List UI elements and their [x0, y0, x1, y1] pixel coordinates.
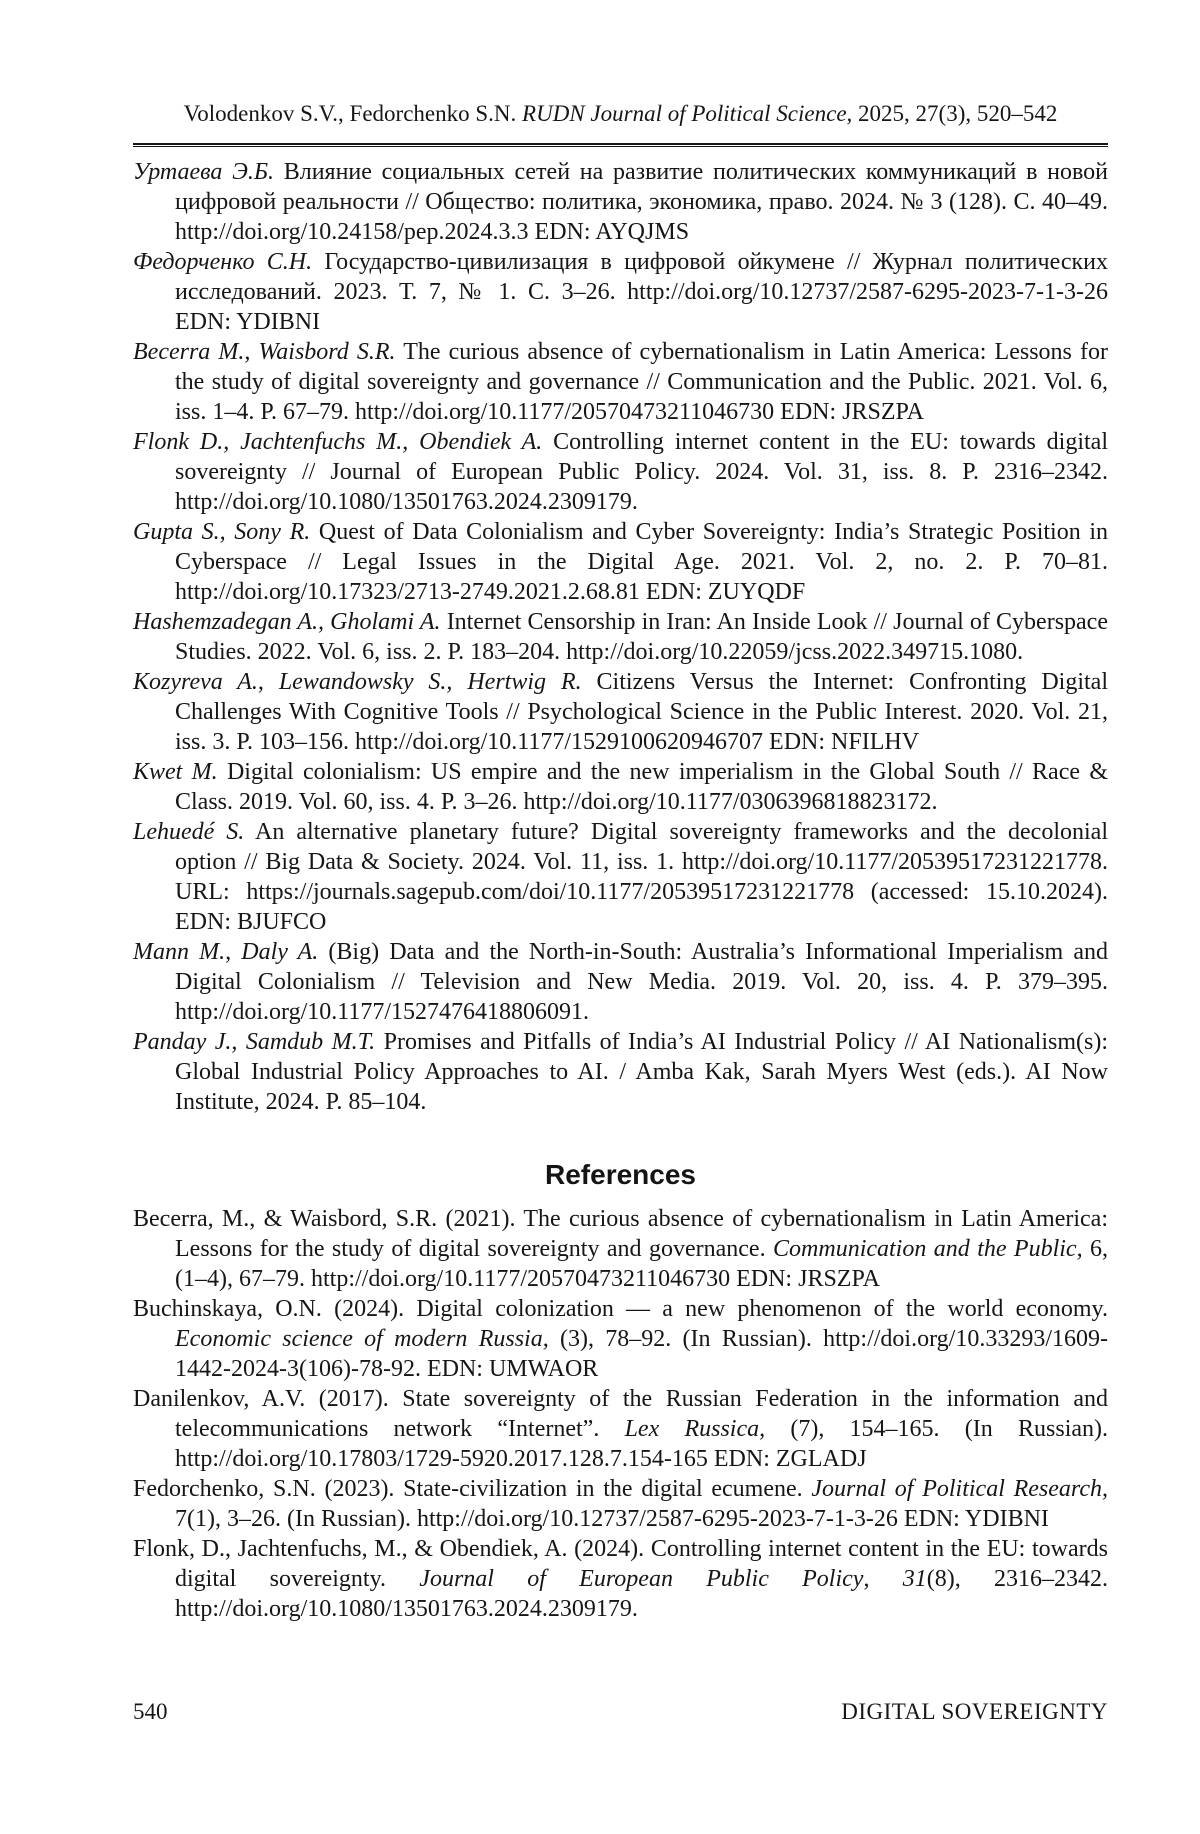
bibliography-entry: Flonk D., Jachtenfuchs M., Obendiek A. Controlling internet content in the EU: towards digital sovereignty // Journal of European Public Policy. 2024. Vol. 31, iss. 8. P. 2316–2342. http://doi.org/10.1080/13501763.2024.2309179. — [133, 429, 1108, 515]
page-number: 540 — [133, 1699, 168, 1724]
bibliography-entry: Becerra M., Waisbord S.R. The curious absence of cybernationalism in Latin America: Lessons for the study of digital sovereignty and governance // Communication and the Public. 2021. Vol. 6, iss. 1–4. P. 67–79. http://doi.org/10.1177/20570473211046730 EDN: JRSZPA — [133, 339, 1108, 425]
bibliography-entry: Hashemzadegan A., Gholami A. Internet Censorship in Iran: An Inside Look // Journal of Cyberspace Studies. 2022. Vol. 6, iss. 2. P. 183–204. http://doi.org/10.22059/jcss.2022.349715.1080. — [133, 609, 1108, 665]
bibliography-entry: Mann M., Daly A. (Big) Data and the North-in-South: Australia’s Informational Imperialism and Digital Colonialism // Television and New Media. 2019. Vol. 20, iss. 4. P. 379–395. http://doi.org/10.1177/1527476418806091. — [133, 939, 1108, 1025]
bibliography-entry: Федорченко С.Н. Государство-цивилизация в цифровой ойкумене // Журнал политических исследований. 2023. Т. 7, № 1. С. 3–26. http://doi.org/10.12737/2587-6295-2023-7-1-3-26 EDN: YDIBNI — [133, 249, 1108, 335]
references-list — [133, 1204, 1108, 1624]
header-rule — [133, 143, 1108, 147]
bibliography-entry: Kwet M. Digital colonialism: US empire and the new imperialism in the Global South // Race & Class. 2019. Vol. 60, iss. 4. P. 3–26. http://doi.org/10.1177/0306396818823172. — [133, 759, 1109, 815]
references-heading: References — [545, 1159, 696, 1190]
reference-entry: Flonk, D., Jachtenfuchs, M., & Obendiek, A. (2024). Controlling internet content in the EU: towards digital sovereignty. Journal of European Public Policy, 31(8), 2316–2342. http://doi.org/10.1080/13501763.2024.2309179. — [133, 1536, 1108, 1622]
bibliography-entry: Panday J., Samdub M.T. Promises and Pitfalls of India’s AI Industrial Policy // AI Nationalism(s): Global Industrial Policy Approaches to AI. / Amba Kak, Sarah Myers West (eds.). AI Now Institute, 2024. P. 85–104. — [133, 1029, 1108, 1115]
bibliography-entry: Уртаева Э.Б. Влияние социальных сетей на развитие политических коммуникаций в новой цифровой реальности // Общество: политика, экономика, право. 2024. № 3 (128). С. 40–49. http://doi.org/10.24158/pep.2024.3.3 EDN: AYQJMS — [133, 159, 1108, 245]
running-head: Volodenkov S.V., Fedorchenko S.N. RUDN Journal of Political Science, 2025, 27(3), 520–542 — [183, 101, 1058, 126]
running-title: DIGITAL SOVEREIGNTY — [841, 1699, 1108, 1724]
bibliography-entry: Gupta S., Sony R. Quest of Data Colonialism and Cyber Sovereignty: India’s Strategic Position in Cyberspace // Legal Issues in the Digital Age. 2021. Vol. 2, no. 2. P. 70–81. http://doi.org/10.17323/2713-2749.2021.2.68.81 EDN: ZUYQDF — [133, 519, 1109, 605]
reference-entry: Becerra, M., & Waisbord, S.R. (2021). The curious absence of cybernationalism in Latin America: Lessons for the study of digital sovereignty and governance. Communication and the Public, 6, (1–4), 67–79. http://doi.org/10.1177/20570473211046730 EDN: JRSZPA — [133, 1206, 1109, 1292]
page-footer — [133, 1698, 1108, 1726]
bibliography-list — [133, 157, 1108, 1117]
bibliography-entry: Kozyreva A., Lewandowsky S., Hertwig R. Citizens Versus the Internet: Confronting Digital Challenges With Cognitive Tools // Psychological Science in the Public Interest. 2020. Vol. 21, iss. 3. P. 103–156. http://doi.org/10.1177/1529100620946707 EDN: NFILHV — [133, 669, 1108, 755]
reference-entry: Danilenkov, A.V. (2017). State sovereignty of the Russian Federation in the information and telecommunications network “Internet”. Lex Russica, (7), 154–165. (In Russian). http://doi.org/10.17803/1729-5920.2017.128.7.154-165 EDN: ZGLADJ — [133, 1386, 1109, 1472]
bibliography-entry: Lehuedé S. An alternative planetary future? Digital sovereignty frameworks and the decolonial option // Big Data & Society. 2024. Vol. 11, iss. 1. http://doi.org/10.1177/20539517231221778. URL: https://journals.sagepub.com/doi/10.1177/20539517231221778 (accessed: 15.10.2024). EDN: BJUFCO — [133, 819, 1108, 935]
reference-entry: Fedorchenko, S.N. (2023). State-civilization in the digital ecumene. Journal of Political Research, 7(1), 3–26. (In Russian). http://doi.org/10.12737/2587-6295-2023-7-1-3-26 EDN: YDIBNI — [133, 1476, 1109, 1532]
reference-entry: Buchinskaya, O.N. (2024). Digital colonization — a new phenomenon of the world economy. Economic science of modern Russia, (3), 78–92. (In Russian). http://doi.org/10.33293/1609-1442-2024-3(106)-78-92. EDN: UMWAOR — [133, 1296, 1108, 1382]
